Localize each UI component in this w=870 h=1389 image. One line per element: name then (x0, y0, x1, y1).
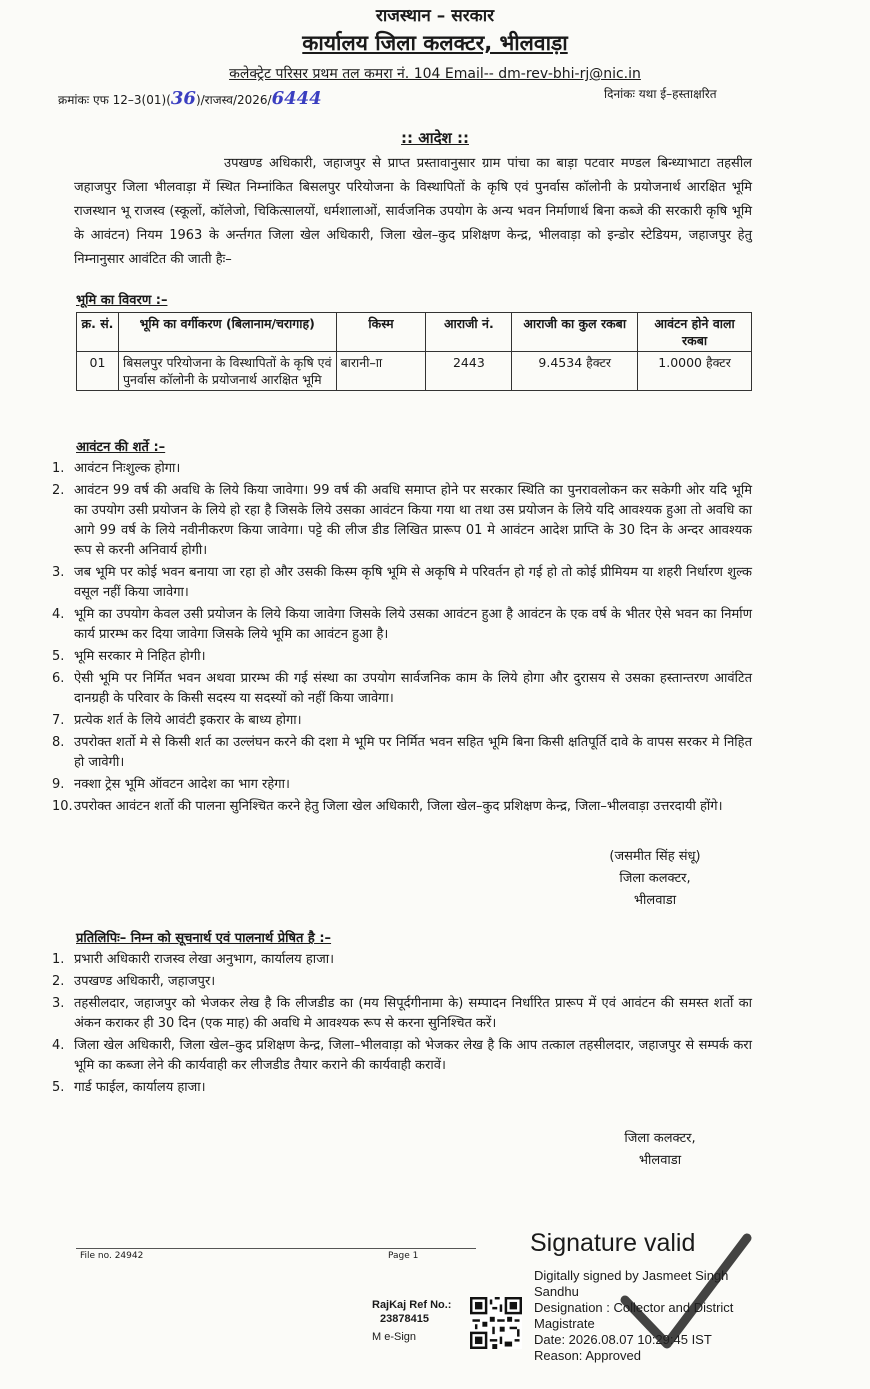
signatory-place: भीलवाडा (638, 1153, 682, 1168)
list-item: 3. तहसीलदार, जहाजपुर को भेजकर लेख है कि लीजडीड का (मय सिपूर्दगीनामा के) सम्पादन निर्धारित प्रारूप में एवं आवंटन की समस्त शर्तो का अंकन कराकर ही 30 दिन (एक माह) की अवधि मे आवश्यक रूप से करना सुनिश्चित करें। (52, 996, 752, 1031)
land-table (76, 312, 752, 391)
signature-block-2 (590, 1128, 730, 1172)
list-item: 2. आवंटन 99 वर्ष की अवधि के लिये किया जावेगा। 99 वर्ष की अवधि समाप्त होने पर सरकार स्थिति का पुनरावलोकन कर सकेगी ओर यदि भूमि का उपयोग उसी प्रयोजन के लिये हो रहा है जिसके लिये उसका आवंटन किया गया था तथा उस प्रयोजन के लिये यदि आवश्यक हुआ तो अवधि का आगे 99 वर्ष के लिये नवीनीकरण किया जावेगा। पट्टे की लीज डीड लिखित प्रारूप 01 मे आवंटन आदेश प्राप्ति के 30 दिन के अन्दर आवश्यक रूप से करनी अनिवार्य होगी। (52, 483, 752, 558)
office-heading: कार्यालय जिला कलक्टर, भीलवाड़ा (302, 31, 568, 55)
list-item: 1. प्रभारी अधिकारी राजस्व लेखा अनुभाग, कार्यालय हाजा। (52, 952, 335, 967)
col-serial: क्र. सं. (77, 313, 119, 352)
signatory-designation: जिला कलक्टर, (619, 871, 691, 886)
list-item: 7. प्रत्येक शर्त के लिये आवंटी इकरार के बाध्य होगा। (52, 713, 302, 728)
conditions-list (52, 459, 752, 819)
cell-classification: बिसलपुर परियोजना के विस्थापितों के कृषि एवं पुनर्वास कॉलोनी के प्रयोजनार्थ आरक्षित भूमि (118, 352, 336, 391)
col-kism: किस्म (336, 313, 426, 352)
conditions-heading: आवंटन की शर्ते :– (76, 440, 166, 455)
footer-divider (76, 1248, 476, 1249)
order-title: :: आदेश :: (401, 129, 469, 147)
handwritten-number-1: 36 (170, 88, 196, 109)
list-item: 2. उपखण्ड अधिकारी, जहाजपुर। (52, 974, 216, 989)
reference-number: क्रमांकः एफ 12–3(01)(36)/राजस्व/2026/6444 (58, 88, 322, 109)
signatory-name: (जसमीत सिंह संधू) (609, 849, 701, 864)
table-row (77, 352, 752, 391)
file-number: File no. 24942 (80, 1251, 144, 1261)
list-item: 4. भूमि का उपयोग केवल उसी प्रयोजन के लिये किया जावेगा जिसके लिये उसका आवंटन हुआ है आवंटन के एक वर्ष के भीतर ऐसे भवन का निर्माण कार्य प्रारम्भ कर दिया जावेगा जिसके लिये भूमि का आवंटन हुआ है। (52, 607, 752, 642)
copies-list (52, 950, 752, 1100)
signature-valid-label: Signature valid (530, 1229, 696, 1257)
list-item: 9. नक्शा ट्रेस भूमि ऑवटन आदेश का भाग रहेगा। (52, 777, 290, 792)
cell-kism: बारानी–ाा (336, 352, 426, 391)
list-item: 5. भूमि सरकार मे निहित होगी। (52, 649, 206, 664)
signatory-designation: जिला कलक्टर, (624, 1131, 696, 1146)
handwritten-number-2: 6444 (271, 88, 322, 109)
col-allotted-area: आवंटन होने वाला रकबा (638, 313, 752, 352)
rajkaj-number: 23878415 (380, 1313, 429, 1325)
signatory-place: भीलवाडा (633, 893, 677, 908)
checkmark-icon (605, 1228, 755, 1358)
page-number: Page 1 (388, 1251, 419, 1261)
signature-block-1 (560, 846, 750, 912)
list-item: 8. उपरोक्त शर्तो मे से किसी शर्त का उल्लंघन करने की दशा मे भूमि पर निर्मित भवन सहित भूमि बिना किसी क्षतिपूर्ति दावे के वापस सरकर मे निहित हो जावेगी। (52, 735, 752, 770)
list-item: 6. ऐसी भूमि पर निर्मित भवन अथवा प्रारम्भ की गई संस्था का उपयोग सार्वजनिक काम के लिये होगा और दुरासय से उसका हस्तान्तरण आवंटित दानग्रही के परिवार के किसी सदस्य या सदस्यों को नहीं किया जावेगा। (52, 671, 752, 706)
rajkaj-label: RajKaj Ref No.: (372, 1299, 452, 1311)
state-heading: राजस्थान – सरकार (375, 6, 495, 26)
land-details-heading: भूमि का विवरण :– (76, 293, 168, 308)
qr-code-icon (470, 1297, 522, 1349)
rajkaj-reference (372, 1298, 451, 1344)
esign-label: M e-Sign (372, 1331, 417, 1343)
copies-heading: प्रतिलिपिः– निम्न को सूचनार्थ एवं पालनार्थ प्रेषित है :– (76, 931, 332, 946)
list-item: 4. जिला खेल अधिकारी, जिला खेल–कुद प्रशिक्षण केन्द्र, जिला–भीलवाड़ा को भेजकर लेख है कि आप तत्काल तहसीलदार, जहाजपुर से सम्पर्क करा भूमि का कब्जा लेने की कार्यवाही कर लीजडीड तैयार कराने की कार्यवाही करावें। (52, 1038, 752, 1073)
order-intro: उपखण्ड अधिकारी, जहाजपुर से प्राप्त प्रस्तावानुसार ग्राम पांचा का बाड़ा पटवार मण्डल बिन्ध्याभाटा तहसील जहाजपुर जिला भीलवाड़ा में स्थित निम्नांकित बिसलपुर परियोजना के विस्थापितों के कृषि एवं पुनर्वास कॉलोनी के प्रयोजनार्थ आरक्षित भूमि राजस्थान भू राजस्व (स्कूलों, कॉलेजो, चिकित्सालयों, धर्मशालाओं, सार्वजनिक उपयोग के अन्य भवन निर्माणार्थ बिना कब्जे की सरकारी कृषि भूमि के आवंटन) नियम 1963 के अर्न्तगत जिला खेल अधिकारी, जिला खेल–कुद प्रशिक्षण केन्द्र, भीलवाड़ा को इन्डोर स्टेडियम, जहाजपुर हेतु निम्नानुसार आवंटित की जाती हैः– (74, 156, 752, 267)
cell-araji-no: 2443 (426, 352, 512, 391)
col-araji-no: आराजी नं. (426, 313, 512, 352)
office-address: कलेक्ट्रेट परिसर प्रथम तल कमरा नं. 104 Email-- dm-rev-bhi-rj@nic.in (229, 66, 641, 82)
list-item: 3. जब भूमि पर कोई भवन बनाया जा रहा हो और उसकी किस्म कृषि भूमि से अकृषि मे परिवर्तन हो गई हो तो कोई प्रीमियम या शहरी निर्धारण शुल्क वसूल नहीं किया जावेगा। (52, 565, 752, 600)
list-item: 1. आवंटन निःशुल्क होगा। (52, 461, 181, 476)
list-item: 10. उपरोक्त आवंटन शर्तो की पालना सुनिश्चित करने हेतु जिला खेल अधिकारी, जिला खेल–कुद प्रशिक्षण केन्द्र, जिला–भीलवाड़ा उत्तरदायी होंगे। (52, 799, 723, 814)
table-header-row (77, 313, 752, 352)
cell-serial: 01 (77, 352, 119, 391)
cell-total-area: 9.4534 हैक्टर (512, 352, 638, 391)
cell-allotted-area: 1.0000 हैक्टर (638, 352, 752, 391)
date-label: दिनांकः यथा ई–हस्ताक्षरित (604, 87, 717, 101)
col-classification: भूमि का वर्गीकरण (बिलानाम/चरागाह) (118, 313, 336, 352)
list-item: 5. गार्ड फाईल, कार्यालय हाजा। (52, 1080, 206, 1095)
digital-signature-details: Digitally signed by Jasmeet Singh Sandhu Designation : Collector and District Magistrate Date: 2026.08.07 10:29:45 IST Reason: Approved (534, 1268, 734, 1363)
col-total-area: आराजी का कुल रकबा (512, 313, 638, 352)
